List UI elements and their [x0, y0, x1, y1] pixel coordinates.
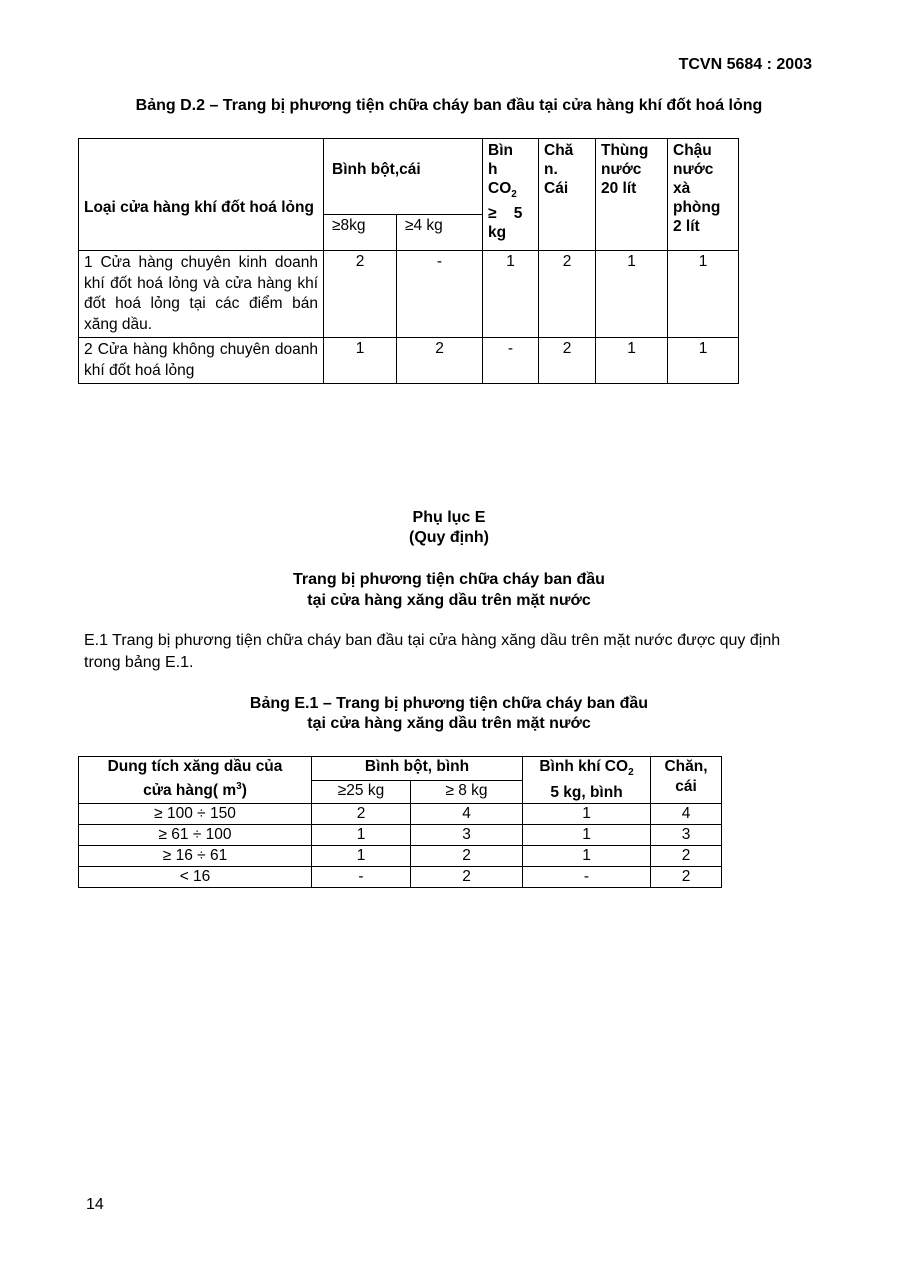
header-powder: Bình bột,cái: [324, 139, 483, 215]
cell-capacity: ≥ 16 ÷ 61: [79, 846, 312, 867]
table-row: [79, 804, 722, 825]
header-powder-25kg: ≥25 kg: [312, 780, 411, 804]
appendix-heading-line-1: Trang bị phương tiện chữa cháy ban đầu: [293, 571, 605, 588]
cell-soap-basin: 1: [668, 251, 739, 338]
header-blanket: Chăn, cái: [651, 757, 722, 804]
cell-capacity: < 16: [79, 867, 312, 888]
cell-powder-25kg: 1: [312, 825, 411, 846]
table-row: [79, 846, 722, 867]
header-co2: Bìn h $CO_2$ ≥ 5 kg: [483, 139, 539, 251]
header-water-bucket: Thùng nước 20 lít: [596, 139, 668, 251]
row-store-type: 2 Cửa hàng không chuyên doanh khí đốt hoá lỏng: [79, 338, 324, 384]
cell-water-bucket: 1: [596, 251, 668, 338]
cell-powder-8kg: 2: [411, 867, 523, 888]
header-soap-basin: Chậu nước xà phòng 2 lít: [668, 139, 739, 251]
appendix-subtitle: (Quy định): [409, 529, 489, 546]
table-row: [79, 825, 722, 846]
cell-capacity: ≥ 61 ÷ 100: [79, 825, 312, 846]
cell-powder-8kg: 1: [324, 338, 397, 384]
appendix-heading-line-2: tại cửa hàng xăng dầu trên mặt nước: [307, 592, 591, 609]
page-number: 14: [86, 1196, 104, 1213]
cell-powder-8kg: 3: [411, 825, 523, 846]
cell-powder-8kg: 2: [411, 846, 523, 867]
cell-blanket: 4: [651, 804, 722, 825]
table-e1-caption-line-2: tại cửa hàng xăng dầu trên mặt nước: [307, 715, 591, 732]
cell-powder-4kg: 2: [397, 338, 483, 384]
cell-blanket: 2: [651, 867, 722, 888]
cell-water-bucket: 1: [596, 338, 668, 384]
cell-blanket: 3: [651, 825, 722, 846]
table-e1-caption-line-1: Bảng E.1 – Trang bị phương tiện chữa cháy ban đầu: [249, 695, 649, 712]
table-e1: [78, 756, 722, 888]
header-blanket: Chă n. Cái: [539, 139, 596, 251]
cell-co2: 1: [523, 825, 651, 846]
cell-powder-25kg: -: [312, 867, 411, 888]
appendix-paragraph: E.1 Trang bị phương tiện chữa cháy ban đầu tại cửa hàng xăng dầu trên mặt nước được quy định trong bảng E.1.: [84, 632, 781, 671]
header-powder-8kg: ≥ 8 kg: [411, 780, 523, 804]
cell-blanket: 2: [539, 251, 596, 338]
cell-blanket: 2: [651, 846, 722, 867]
header-powder: Bình bột, bình: [312, 757, 523, 781]
cell-powder-8kg: 4: [411, 804, 523, 825]
row-store-type: 1 Cửa hàng chuyên kinh doanh khí đốt hoá lỏng và cửa hàng khí đốt hoá lỏng tại các điểm bán xăng dầu.: [79, 251, 324, 338]
cell-co2: 1: [483, 251, 539, 338]
standard-number: TCVN 5684 : 2003: [678, 56, 812, 73]
appendix-title: Phụ lục E: [412, 509, 486, 526]
table-row: [79, 867, 722, 888]
cell-powder-4kg: -: [397, 251, 483, 338]
table-d2-caption: Bảng D.2 – Trang bị phương tiện chữa cháy ban đầu tại cửa hàng khí đốt hoá lỏng: [135, 97, 763, 114]
table-row: [79, 338, 739, 384]
cell-co2: -: [523, 867, 651, 888]
cell-powder-8kg: 2: [324, 251, 397, 338]
table-row: [79, 251, 739, 338]
cell-capacity: ≥ 100 ÷ 150: [79, 804, 312, 825]
header-store-type: Loại cửa hàng khí đốt hoá lỏng: [79, 139, 324, 251]
cell-powder-25kg: 1: [312, 846, 411, 867]
header-co2: Bình khí $CO_2$ 5 kg, bình: [523, 757, 651, 804]
header-capacity: Dung tích xăng dầu của cửa hàng( $m^3$): [79, 757, 312, 804]
cell-powder-25kg: 2: [312, 804, 411, 825]
cell-co2: 1: [523, 804, 651, 825]
cell-co2: 1: [523, 846, 651, 867]
cell-blanket: 2: [539, 338, 596, 384]
cell-soap-basin: 1: [668, 338, 739, 384]
header-powder-8kg: ≥8kg: [324, 215, 397, 251]
header-powder-4kg: ≥4 kg: [397, 215, 483, 251]
table-d2: [78, 138, 739, 384]
cell-co2: -: [483, 338, 539, 384]
